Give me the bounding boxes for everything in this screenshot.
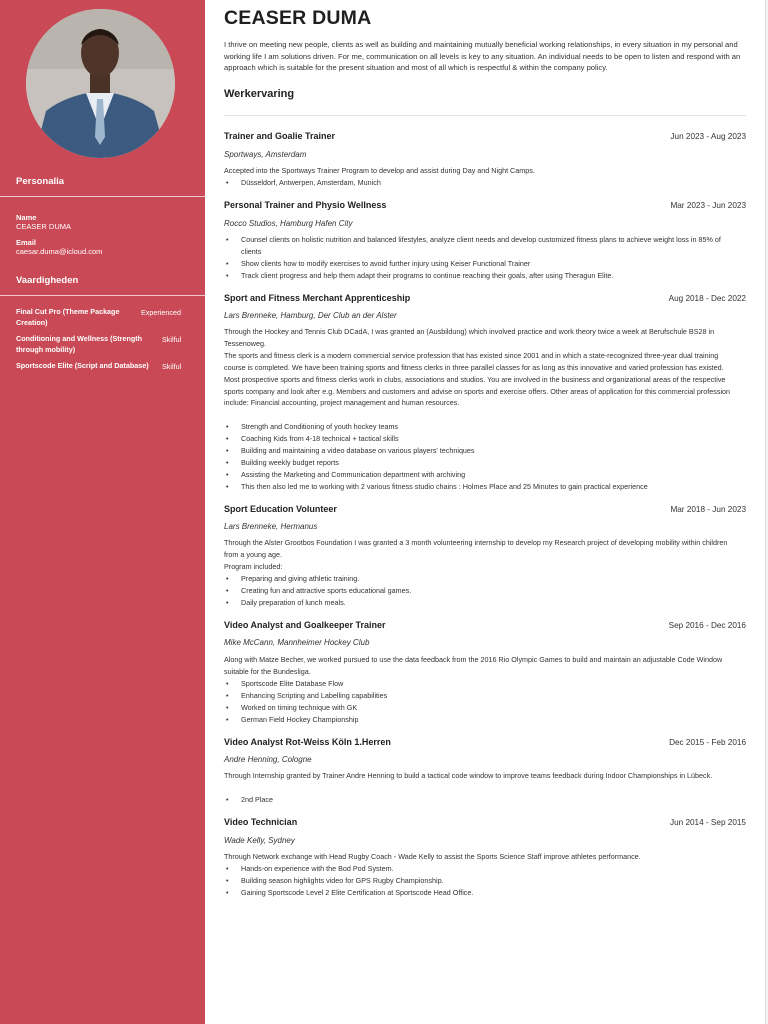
job-title: Video Technician (224, 817, 298, 827)
list-item: • Worked on timing technique with GK (224, 702, 739, 714)
email-value: caesar.duma@icloud.com (16, 247, 103, 256)
job-date: Mar 2023 - Jun 2023 (670, 201, 746, 210)
job-description (224, 770, 739, 782)
page-edge (765, 0, 766, 1024)
list-item: • Building season highlights video for GPS Rugby Championship. (224, 875, 739, 887)
job-title: Video Analyst and Goalkeeper Trainer (224, 620, 386, 630)
job-paragraph: Through the Hockey and Tennis Club DCadA, I was granted an (Ausbildung) which involved practice and work theory twice a week at Berufschule BS28 in Tessenoweg. (224, 327, 715, 348)
sidebar-divider (0, 295, 205, 296)
experience-heading: Werkervaring (224, 88, 295, 100)
list-item: • This then also led me to working with 2 various fitness studio chains : Holmes Place and 25 Minutes to gain practical experience (224, 481, 739, 493)
sidebar-divider (0, 196, 205, 197)
list-item: • Building weekly budget reports (224, 457, 739, 469)
job-paragraph: Through the Alster Grootbos Foundation I was granted a 3 month volunteering internship to develop my Research project of developing mobility within children from a young age. (224, 538, 728, 559)
job-date: Aug 2018 - Dec 2022 (668, 294, 746, 303)
list-item: • Hands-on experience with the Bod Pod System. (224, 863, 739, 875)
job-title: Sport and Fitness Merchant Apprenticeship (224, 293, 411, 303)
skill-name: Conditioning and Wellness (Strength through mobility) (16, 334, 143, 354)
list-item: • Sportscode Elite Database Flow (224, 678, 739, 690)
job-bullets (224, 678, 739, 726)
job-bullets (224, 863, 739, 899)
job-bullets (224, 177, 739, 189)
job-date: Jun 2014 - Sep 2015 (669, 818, 746, 827)
job-description (224, 165, 739, 177)
list-item: • Coaching Kids from 4-18 technical + tactical skills (224, 433, 739, 445)
sidebar (0, 0, 205, 1024)
job-description (224, 537, 739, 573)
job-company: Sportways, Amsterdam (224, 150, 307, 159)
job-bullets (224, 421, 739, 492)
list-item: • German Field Hockey Championship (224, 714, 739, 726)
job-title: Sport Education Volunteer (224, 504, 337, 514)
skill-name: Sportscode Elite (Script and Database) (16, 361, 149, 370)
list-item: • Daily preparation of lunch meals. (224, 597, 739, 609)
job-bullets (224, 573, 739, 609)
section-divider (224, 115, 746, 116)
list-item: • Track client progress and help them adapt their programs to continue reaching their goals, after using Theragun Elite. (224, 270, 739, 282)
job-date: Dec 2015 - Feb 2016 (669, 738, 746, 747)
list-item: • Enhancing Scripting and Labelling capabilities (224, 690, 739, 702)
profile-photo (26, 9, 175, 158)
list-item: • Strength and Conditioning of youth hockey teams (224, 421, 739, 433)
email-label: Email (16, 238, 37, 247)
job-paragraph: Through Network exchange with Head Rugby Coach - Wade Kelly to assist the Sports Science Staff improve athletes performance. (224, 852, 641, 861)
job-company: Wade Kelly, Sydney (224, 836, 295, 845)
skill-level: Experienced (141, 308, 181, 317)
skill-level: Skilful (162, 335, 182, 344)
job-company: Lars Brenneke, Hermanus (224, 522, 318, 531)
list-item: • Counsel clients on holistic nutrition and balanced lifestyles, analyze client needs and develop customized fitness plans to achieve weight loss in 85% of clients (224, 234, 739, 258)
personalia-heading: Personalia (16, 176, 65, 187)
job-paragraph: The sports and fitness clerk is a modern commercial service profession that has existed since 2001 and in which a state-recognized three-year dual training course is completed. We have been training sports and fitness clerks in three parallel classes for as long as this innovative and varied profession has existed. Most prospective sports and fitness clerks work in clubs, associations and studios. You are involved in the business and organizational areas of the respective sports company and look after e.g. Members and customers and advise on sports and exercise offers. Other areas of application for this commercial profession include: Financial accounting, project management and human resources. (224, 350, 731, 408)
list-item: • Düsseldorf, Antwerpen, Amsterdam, Munich (224, 177, 739, 189)
name-value: CEASER DUMA (16, 222, 72, 231)
list-item: • Building and maintaining a video database on various players' techniques (224, 445, 739, 457)
job-paragraph: Along with Matze Becher, we worked pursued to use the data feedback from the 2016 Rio Olympic Games to build and maintain an adjustable Code Window suitable for the Bundesliga. (224, 655, 723, 676)
skills-heading: Vaardigheden (16, 275, 79, 286)
job-date: Mar 2018 - Jun 2023 (670, 505, 746, 514)
job-date: Sep 2016 - Dec 2016 (668, 621, 746, 630)
job-bullets (224, 794, 739, 806)
job-description (224, 654, 739, 678)
list-item: • Assisting the Marketing and Communication department with archiving (224, 469, 739, 481)
profile-photo-image (26, 9, 175, 158)
job-company: Mike McCann, Mannheimer Hockey Club (224, 638, 370, 647)
job-title: Video Analyst Rot-Weiss Köln 1.Herren (224, 737, 391, 747)
candidate-name: CEASER DUMA (224, 7, 372, 29)
job-paragraph: Accepted into the Sportways Trainer Program to develop and assist during Day and Night Camps. (224, 166, 535, 175)
job-paragraph: Through Internship granted by Trainer Andre Henning to build a tactical code window to improve teams feedback during Indoor Championships in Lübeck. (224, 771, 713, 780)
job-company: Andre Henning, Cologne (224, 755, 312, 764)
job-bullets (224, 234, 739, 282)
list-item: • 2nd Place (224, 794, 739, 806)
job-title: Trainer and Goalie Trainer (224, 131, 336, 141)
job-company: Rocco Studios, Hamburg Hafen City (224, 219, 353, 228)
list-item: • Show clients how to modify exercises to avoid further injury using Keiser Functional Trainer (224, 258, 739, 270)
skill-level: Skilful (162, 362, 182, 371)
job-paragraph: Program included: (224, 561, 283, 571)
list-item: • Gaining Sportscode Level 2 Elite Certification at Sportscode Head Office. (224, 887, 739, 899)
profile-summary: I thrive on meeting new people, clients as well as building and maintaining mutually beneficial working relationships, in every situation in my personal and working life I am solutions driven. For me, communication on all levels is key to any situation. An individual needs to be open to listen and respond with an approach which is suitable for the present situation and most of all which is respectful & within the company policy. (224, 40, 741, 73)
job-date: Jun 2023 - Aug 2023 (670, 132, 746, 141)
job-title: Personal Trainer and Physio Wellness (224, 200, 387, 210)
name-label: Name (16, 213, 37, 222)
list-item: • Creating fun and attractive sports educational games. (224, 585, 739, 597)
list-item: • Preparing and giving athletic training. (224, 573, 739, 585)
job-description (224, 851, 739, 863)
skill-name: Final Cut Pro (Theme Package Creation) (16, 307, 120, 327)
job-description (224, 326, 739, 409)
job-company: Lars Brenneke, Hamburg, Der Club an der Alster (224, 311, 397, 320)
